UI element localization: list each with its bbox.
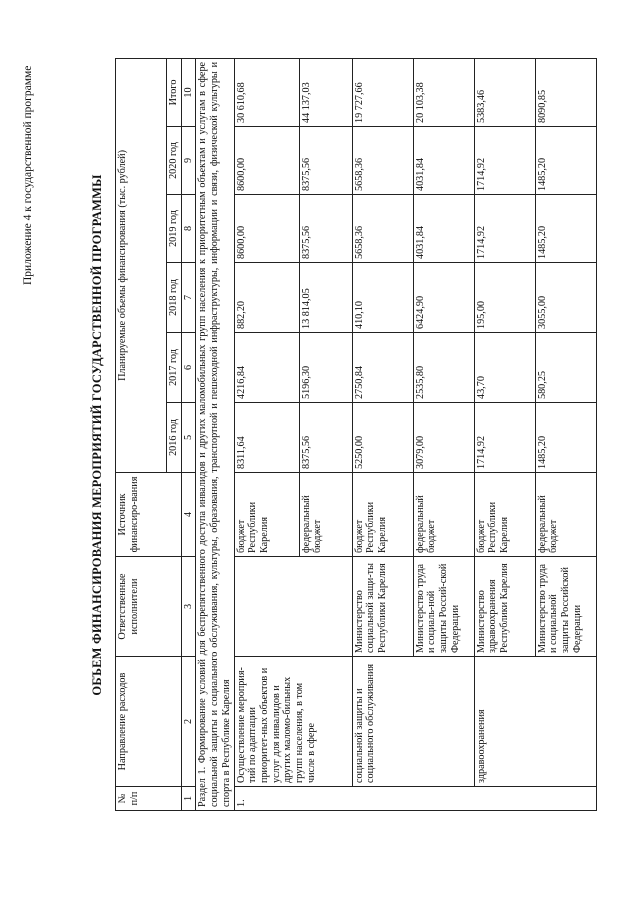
row-source: бюджет Республики Карелия [234, 473, 299, 557]
financing-table [115, 58, 597, 811]
document-title: ОБЪЕМ ФИНАНСИРОВАНИЯ МЕРОПРИЯТИЙ ГОСУДАРСТВЕННОЙ ПРОГРАММЫ [90, 174, 104, 696]
value-cell: 2535,80 [413, 333, 474, 403]
value-cell: 8375,56 [299, 127, 352, 195]
value-cell: 8600,00 [234, 127, 299, 195]
section-row [196, 58, 234, 810]
value-cell: 8375,56 [299, 403, 352, 473]
value-cell: 5196,30 [299, 333, 352, 403]
row-source: бюджет Республики Карелия [474, 473, 535, 557]
row-executor: Министерство труда и социаль-ной защиты Россий-ской Федерации [413, 557, 474, 657]
row-number: 1. [234, 787, 596, 811]
col-number: 10 [181, 58, 196, 126]
value-cell: 4031,84 [413, 127, 474, 195]
value-cell: 1714,92 [474, 127, 535, 195]
appendix-note: Приложение 4 к государственной программе [22, 65, 34, 285]
value-cell: 4031,84 [413, 195, 474, 263]
header-year: 2017 год [167, 333, 182, 403]
value-cell: 8090,85 [535, 58, 596, 126]
row-direction: Осуществление мероприя-тий по адаптации приоритет-ных объектов и услуг для инвалидов и других маломо-бильных групп населения, в том числе в сфере [234, 657, 352, 787]
value-cell: 882,20 [234, 263, 299, 333]
header-source: Источник финансиро-вания [116, 473, 182, 557]
value-cell: 3079,00 [413, 403, 474, 473]
header-year: 2020 год [167, 127, 182, 195]
value-cell: 1485,20 [535, 127, 596, 195]
table-row [234, 58, 299, 810]
value-cell: 8311,64 [234, 403, 299, 473]
header-executors: Ответственные исполнители [116, 557, 182, 657]
value-cell: 5658,36 [352, 195, 413, 263]
value-cell: 8600,00 [234, 195, 299, 263]
col-number: 5 [181, 403, 196, 473]
value-cell: 3055,00 [535, 263, 596, 333]
value-cell: 1714,92 [474, 403, 535, 473]
value-cell: 30 610,68 [234, 58, 299, 126]
header-planned: Планируемые объемы финансирования (тыс. рублей) [116, 58, 167, 472]
value-cell: 5250,00 [352, 403, 413, 473]
row-source: федеральный бюджет [413, 473, 474, 557]
header-num: № п/п [116, 787, 182, 811]
table-row [474, 58, 535, 810]
col-number: 4 [181, 473, 196, 557]
header-year: 2018 год [167, 263, 182, 333]
value-cell: 4216,84 [234, 333, 299, 403]
value-cell: 6424,90 [413, 263, 474, 333]
row-direction: социальной защиты и социального обслуживания [352, 657, 474, 787]
col-number: 9 [181, 127, 196, 195]
row-executor: Министерство труда и социальной защиты Российской Федерации [535, 557, 596, 657]
value-cell: 195,00 [474, 263, 535, 333]
value-cell: 5383,46 [474, 58, 535, 126]
col-number: 6 [181, 333, 196, 403]
value-cell: 20 103,38 [413, 58, 474, 126]
value-cell: 13 814,05 [299, 263, 352, 333]
value-cell: 44 137,03 [299, 58, 352, 126]
col-number: 8 [181, 195, 196, 263]
value-cell: 5658,36 [352, 127, 413, 195]
col-number: 1 [181, 787, 196, 811]
value-cell: 1485,20 [535, 195, 596, 263]
row-source: федеральный бюджет [535, 473, 596, 557]
header-total: Итого [167, 58, 182, 126]
row-executor: Министерство социальной защи-ты Республики Карелия [352, 557, 413, 657]
value-cell: 1714,92 [474, 195, 535, 263]
col-number: 3 [181, 557, 196, 657]
row-source: бюджет Республики Карелия [352, 473, 413, 557]
row-executor [234, 557, 352, 657]
header-row-1 [116, 58, 167, 810]
row-executor: Министерство здравоохранения Республики Карелия [474, 557, 535, 657]
col-number: 7 [181, 263, 196, 333]
col-number: 2 [181, 657, 196, 787]
value-cell: 580,25 [535, 333, 596, 403]
column-numbers-row [181, 58, 196, 810]
value-cell: 410,10 [352, 263, 413, 333]
header-year: 2019 год [167, 195, 182, 263]
row-direction: здравоохранения [474, 657, 596, 787]
section-title: Раздел 1. Формирование условий для беспрепятственного доступа инвалидов и других маломобильных групп населения к приоритетным объектам и услугам в сфере социальной защиты и социального обслуживания, культуры, образования, транспортной и пешеходной инфраструктуры, информации и связи, физической культуры и спорта в Республике Карелия [196, 58, 234, 810]
table-row [352, 58, 413, 810]
value-cell: 19 727,66 [352, 58, 413, 126]
header-direction: Направление расходов [116, 657, 182, 787]
value-cell: 43,70 [474, 333, 535, 403]
value-cell: 2750,84 [352, 333, 413, 403]
header-year: 2016 год [167, 403, 182, 473]
value-cell: 8375,56 [299, 195, 352, 263]
row-source: федеральный бюджет [299, 473, 352, 557]
value-cell: 1485,20 [535, 403, 596, 473]
